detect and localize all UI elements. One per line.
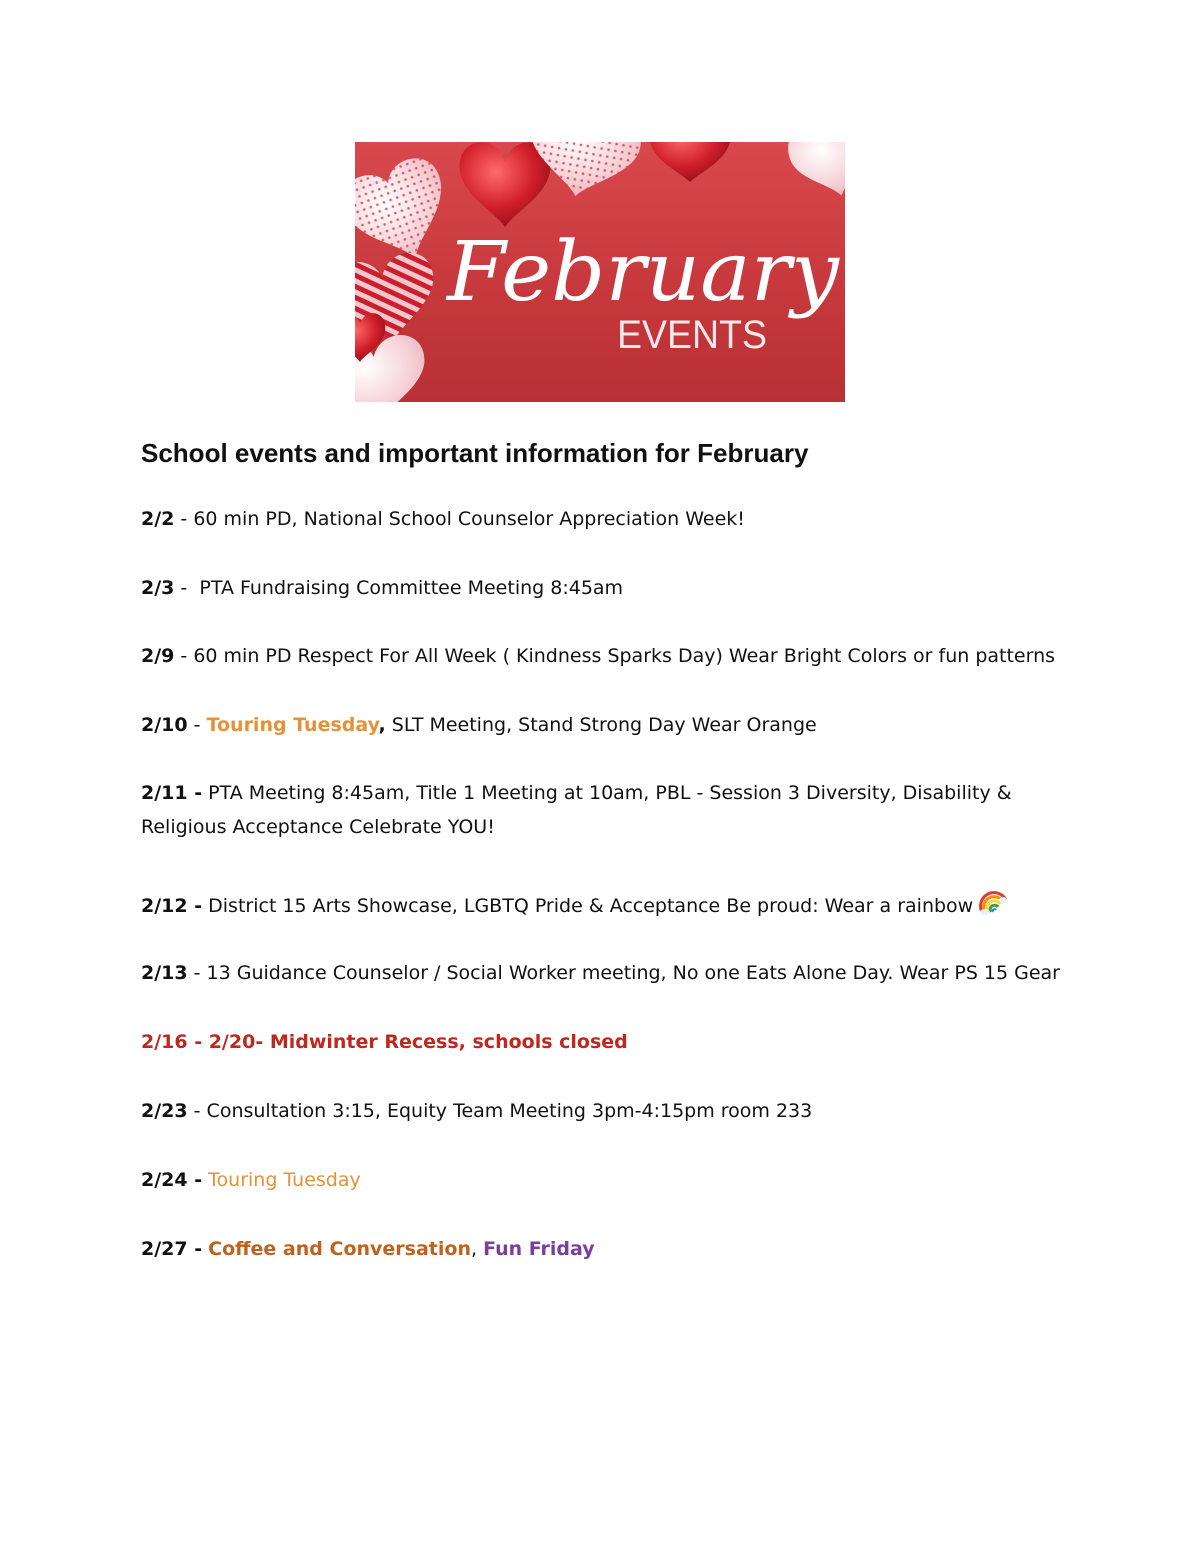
event-text: PTA Meeting 8:45am, Title 1 Meeting at 10am, PBL - Session 3 Diversity, Disability & Religious Acceptance Celebrate YOU! xyxy=(141,782,1012,838)
banner-subtitle: EVENTS xyxy=(617,313,767,357)
heart-pink-corner xyxy=(783,142,845,206)
banner-script-word: February xyxy=(444,225,841,320)
event-text: 2/16 - 2/20- Midwinter Recess, schools closed xyxy=(141,1031,628,1053)
event-date: 2/9 xyxy=(141,645,175,667)
event-separator: - xyxy=(174,508,194,530)
event-text: SLT Meeting, Stand Strong Day Wear Orange xyxy=(385,714,817,736)
event-highlight: Touring Tuesday xyxy=(206,714,379,736)
event-text: District 15 Arts Showcase, LGBTQ Pride & Acceptance Be proud: Wear a rainbow xyxy=(202,895,974,917)
event-item xyxy=(141,639,1071,673)
event-highlight: Coffee and Conversation xyxy=(208,1238,471,1260)
february-events-banner xyxy=(355,142,845,402)
event-comma: , xyxy=(470,1238,484,1260)
event-text: 13 Guidance Counselor / Social Worker meeting, No one Eats Alone Day. Wear PS 15 Gear xyxy=(206,962,1060,984)
event-date: 2/27 - xyxy=(141,1238,203,1260)
rainbow-icon xyxy=(979,886,1007,916)
event-date: 2/13 xyxy=(141,962,188,984)
event-item xyxy=(141,1094,1071,1128)
event-separator: - xyxy=(187,962,207,984)
event-item xyxy=(141,956,1071,990)
event-highlight-secondary: Fun Friday xyxy=(483,1238,595,1260)
event-date: 2/3 xyxy=(141,577,175,599)
event-date: 2/10 xyxy=(141,714,188,736)
event-text: Consultation 3:15, Equity Team Meeting 3pm-4:15pm room 233 xyxy=(206,1100,813,1122)
event-item-recess xyxy=(141,1025,1071,1059)
event-highlight: Touring Tuesday xyxy=(208,1169,361,1191)
event-text: 60 min PD, National School Counselor Appreciation Week! xyxy=(193,508,745,530)
event-date: 2/23 xyxy=(141,1100,188,1122)
event-separator: - xyxy=(174,645,194,667)
event-separator: - xyxy=(174,577,200,599)
event-text: 60 min PD Respect For All Week ( Kindness Sparks Day) Wear Bright Colors or fun patterns xyxy=(193,645,1056,667)
event-item xyxy=(141,502,1071,536)
event-date: 2/12 - xyxy=(141,895,203,917)
event-item xyxy=(141,1163,1071,1197)
event-item xyxy=(141,1232,1071,1266)
event-item xyxy=(141,886,1071,923)
event-text: PTA Fundraising Committee Meeting 8:45am xyxy=(199,577,624,599)
event-date: 2/2 xyxy=(141,508,175,530)
event-date: 2/11 - xyxy=(141,782,203,804)
event-date: 2/24 - xyxy=(141,1169,203,1191)
heart-red-right xyxy=(650,142,731,182)
event-item xyxy=(141,571,1071,605)
event-separator: - xyxy=(187,1100,207,1122)
event-item xyxy=(141,708,1071,742)
event-comma: , xyxy=(378,714,386,736)
heart-red-top xyxy=(460,142,551,227)
event-item xyxy=(141,776,1071,844)
event-separator: - xyxy=(187,714,207,736)
page-heading: School events and important information for February xyxy=(141,438,809,468)
banner-artwork xyxy=(355,142,845,402)
